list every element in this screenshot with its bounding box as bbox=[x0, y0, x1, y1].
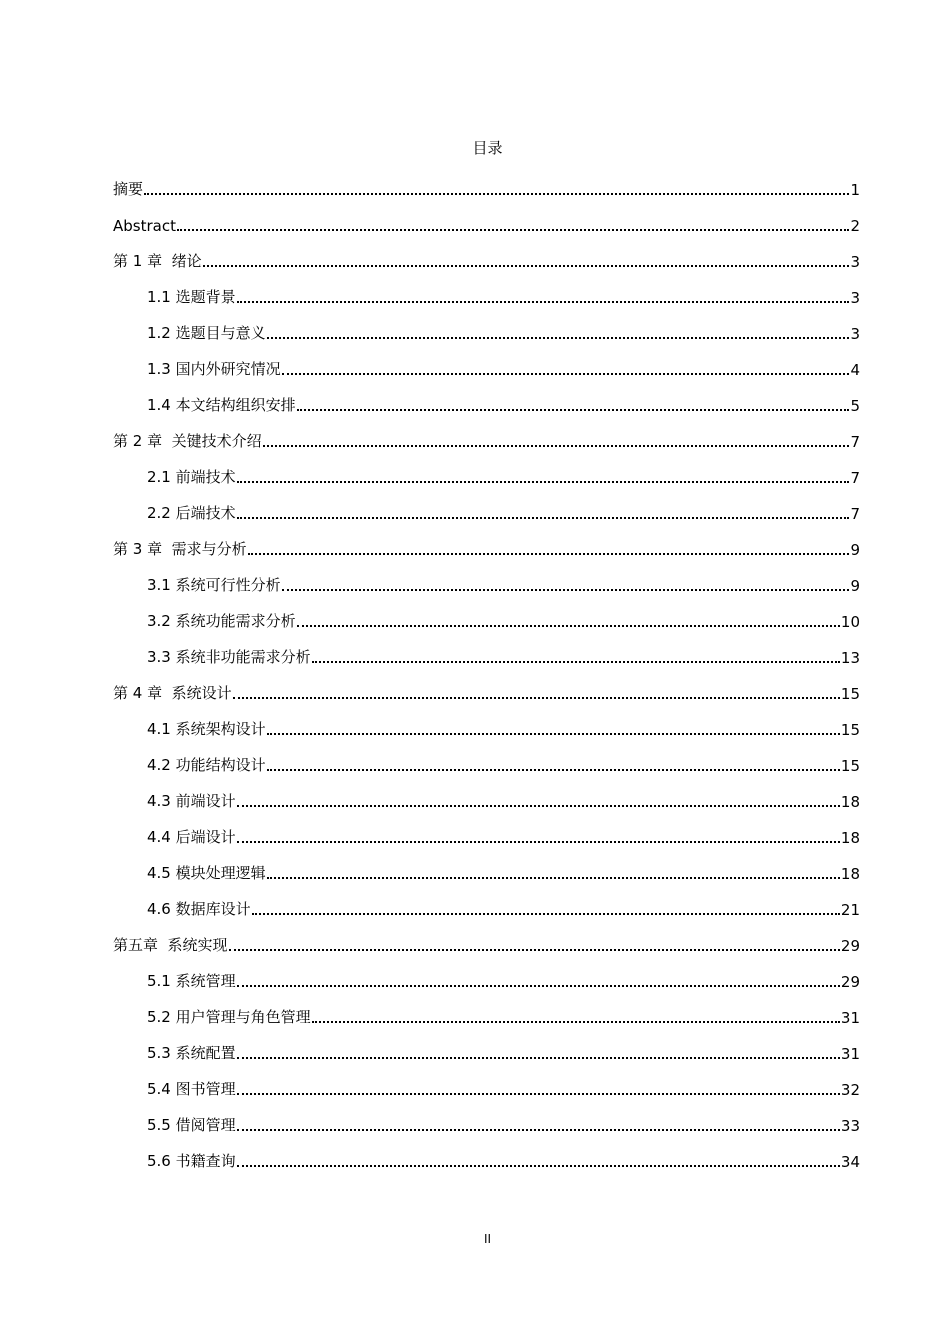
dot-leader bbox=[237, 841, 840, 843]
toc-entry[interactable] bbox=[113, 421, 860, 457]
dot-leader bbox=[248, 553, 850, 555]
toc-entry[interactable] bbox=[113, 817, 860, 853]
toc-entry-page: 5 bbox=[850, 397, 860, 415]
dot-leader bbox=[233, 697, 840, 699]
toc-entry[interactable] bbox=[113, 925, 860, 961]
toc-entry-page: 32 bbox=[840, 1081, 860, 1099]
toc-entry-page: 15 bbox=[840, 721, 860, 739]
toc-entry-page: 33 bbox=[840, 1117, 860, 1135]
toc-entry-label: 4.1 系统架构设计 bbox=[147, 720, 266, 738]
dot-leader bbox=[144, 193, 849, 195]
dot-leader bbox=[203, 265, 850, 267]
toc-entry-page: 7 bbox=[850, 469, 860, 487]
toc-entry[interactable] bbox=[113, 997, 860, 1033]
toc-entry-label: 第五章 系统实现 bbox=[113, 936, 228, 954]
dot-leader bbox=[267, 733, 840, 735]
dot-leader bbox=[267, 337, 850, 339]
dot-leader bbox=[177, 229, 849, 231]
toc-entry[interactable] bbox=[113, 709, 860, 745]
toc-entry[interactable] bbox=[113, 781, 860, 817]
toc-entry-label: 第 1 章 绪论 bbox=[113, 252, 202, 270]
toc-entry[interactable] bbox=[113, 565, 860, 601]
toc-entry[interactable] bbox=[113, 1105, 860, 1141]
table-of-contents bbox=[113, 169, 860, 1177]
toc-entry-label: 3.1 系统可行性分析 bbox=[147, 576, 281, 594]
toc-entry-page: 15 bbox=[840, 757, 860, 775]
dot-leader bbox=[267, 877, 840, 879]
toc-entry-label: 2.2 后端技术 bbox=[147, 504, 236, 522]
toc-entry-label: 4.6 数据库设计 bbox=[147, 900, 251, 918]
toc-entry-label: 3.3 系统非功能需求分析 bbox=[147, 648, 311, 666]
toc-entry-page: 31 bbox=[840, 1045, 860, 1063]
dot-leader bbox=[267, 769, 840, 771]
toc-entry-page: 31 bbox=[840, 1009, 860, 1027]
toc-entry[interactable] bbox=[113, 745, 860, 781]
toc-entry-page: 3 bbox=[850, 289, 860, 307]
toc-entry-label: 5.4 图书管理 bbox=[147, 1080, 236, 1098]
toc-entry[interactable] bbox=[113, 385, 860, 421]
dot-leader bbox=[237, 1129, 840, 1131]
toc-entry[interactable] bbox=[113, 601, 860, 637]
toc-entry-page: 34 bbox=[840, 1153, 860, 1171]
toc-entry-page: 7 bbox=[850, 433, 860, 451]
toc-entry-page: 9 bbox=[850, 541, 860, 559]
dot-leader bbox=[237, 805, 840, 807]
dot-leader bbox=[237, 1093, 840, 1095]
toc-entry-page: 4 bbox=[850, 361, 860, 379]
toc-entry-page: 7 bbox=[850, 505, 860, 523]
dot-leader bbox=[237, 985, 840, 987]
dot-leader bbox=[312, 661, 840, 663]
toc-entry[interactable] bbox=[113, 277, 860, 313]
dot-leader bbox=[229, 949, 840, 951]
toc-entry-page: 13 bbox=[840, 649, 860, 667]
toc-entry-label: 1.2 选题目与意义 bbox=[147, 324, 266, 342]
toc-entry-page: 18 bbox=[840, 829, 860, 847]
toc-entry[interactable] bbox=[113, 169, 860, 205]
dot-leader bbox=[297, 625, 840, 627]
toc-entry[interactable] bbox=[113, 853, 860, 889]
toc-entry[interactable] bbox=[113, 1141, 860, 1177]
toc-entry[interactable] bbox=[113, 205, 860, 241]
toc-entry[interactable] bbox=[113, 961, 860, 997]
toc-entry-label: 摘要 bbox=[113, 180, 144, 198]
toc-entry-page: 1 bbox=[850, 181, 860, 199]
toc-entry-page: 15 bbox=[840, 685, 860, 703]
toc-entry-label: 4.3 前端设计 bbox=[147, 792, 236, 810]
toc-entry-label: 第 4 章 系统设计 bbox=[113, 684, 232, 702]
toc-entry[interactable] bbox=[113, 637, 860, 673]
toc-entry-page: 3 bbox=[850, 253, 860, 271]
dot-leader bbox=[263, 445, 850, 447]
toc-entry-page: 18 bbox=[840, 865, 860, 883]
toc-entry[interactable] bbox=[113, 1033, 860, 1069]
toc-entry-label: 5.6 书籍查询 bbox=[147, 1152, 236, 1170]
page-number: II bbox=[483, 1232, 492, 1246]
toc-entry-page: 29 bbox=[840, 937, 860, 955]
toc-entry-label: 1.4 本文结构组织安排 bbox=[147, 396, 296, 414]
toc-entry[interactable] bbox=[113, 889, 860, 925]
toc-entry-label: 2.1 前端技术 bbox=[147, 468, 236, 486]
toc-entry[interactable] bbox=[113, 673, 860, 709]
toc-entry-label: 第 3 章 需求与分析 bbox=[113, 540, 247, 558]
toc-entry-page: 18 bbox=[840, 793, 860, 811]
toc-entry-page: 3 bbox=[850, 325, 860, 343]
toc-entry-label: 第 2 章 关键技术介绍 bbox=[113, 432, 262, 450]
dot-leader bbox=[237, 481, 850, 483]
toc-entry-page: 10 bbox=[840, 613, 860, 631]
toc-entry-label: 5.3 系统配置 bbox=[147, 1044, 236, 1062]
dot-leader bbox=[237, 517, 850, 519]
dot-leader bbox=[282, 589, 850, 591]
toc-entry[interactable] bbox=[113, 457, 860, 493]
toc-title: 目录 bbox=[472, 139, 503, 157]
toc-entry-label: 5.1 系统管理 bbox=[147, 972, 236, 990]
dot-leader bbox=[282, 373, 850, 375]
toc-entry[interactable] bbox=[113, 349, 860, 385]
toc-entry-label: 4.2 功能结构设计 bbox=[147, 756, 266, 774]
toc-entry-label: 5.2 用户管理与角色管理 bbox=[147, 1008, 311, 1026]
dot-leader bbox=[297, 409, 850, 411]
dot-leader bbox=[237, 1057, 840, 1059]
toc-entry[interactable] bbox=[113, 313, 860, 349]
toc-entry-label: 3.2 系统功能需求分析 bbox=[147, 612, 296, 630]
toc-entry[interactable] bbox=[113, 529, 860, 565]
toc-entry-label: 1.1 选题背景 bbox=[147, 288, 236, 306]
toc-entry-label: 1.3 国内外研究情况 bbox=[147, 360, 281, 378]
toc-entry-label: Abstract bbox=[113, 217, 176, 235]
toc-entry-page: 21 bbox=[840, 901, 860, 919]
toc-entry-page: 9 bbox=[850, 577, 860, 595]
dot-leader bbox=[237, 1165, 840, 1167]
toc-entry-page: 29 bbox=[840, 973, 860, 991]
dot-leader bbox=[312, 1021, 840, 1023]
toc-entry-label: 4.4 后端设计 bbox=[147, 828, 236, 846]
dot-leader bbox=[237, 301, 850, 303]
toc-entry-label: 4.5 模块处理逻辑 bbox=[147, 864, 266, 882]
toc-entry-label: 5.5 借阅管理 bbox=[147, 1116, 236, 1134]
toc-entry[interactable] bbox=[113, 493, 860, 529]
toc-entry[interactable] bbox=[113, 241, 860, 277]
dot-leader bbox=[252, 913, 840, 915]
toc-entry[interactable] bbox=[113, 1069, 860, 1105]
toc-entry-page: 2 bbox=[850, 217, 860, 235]
